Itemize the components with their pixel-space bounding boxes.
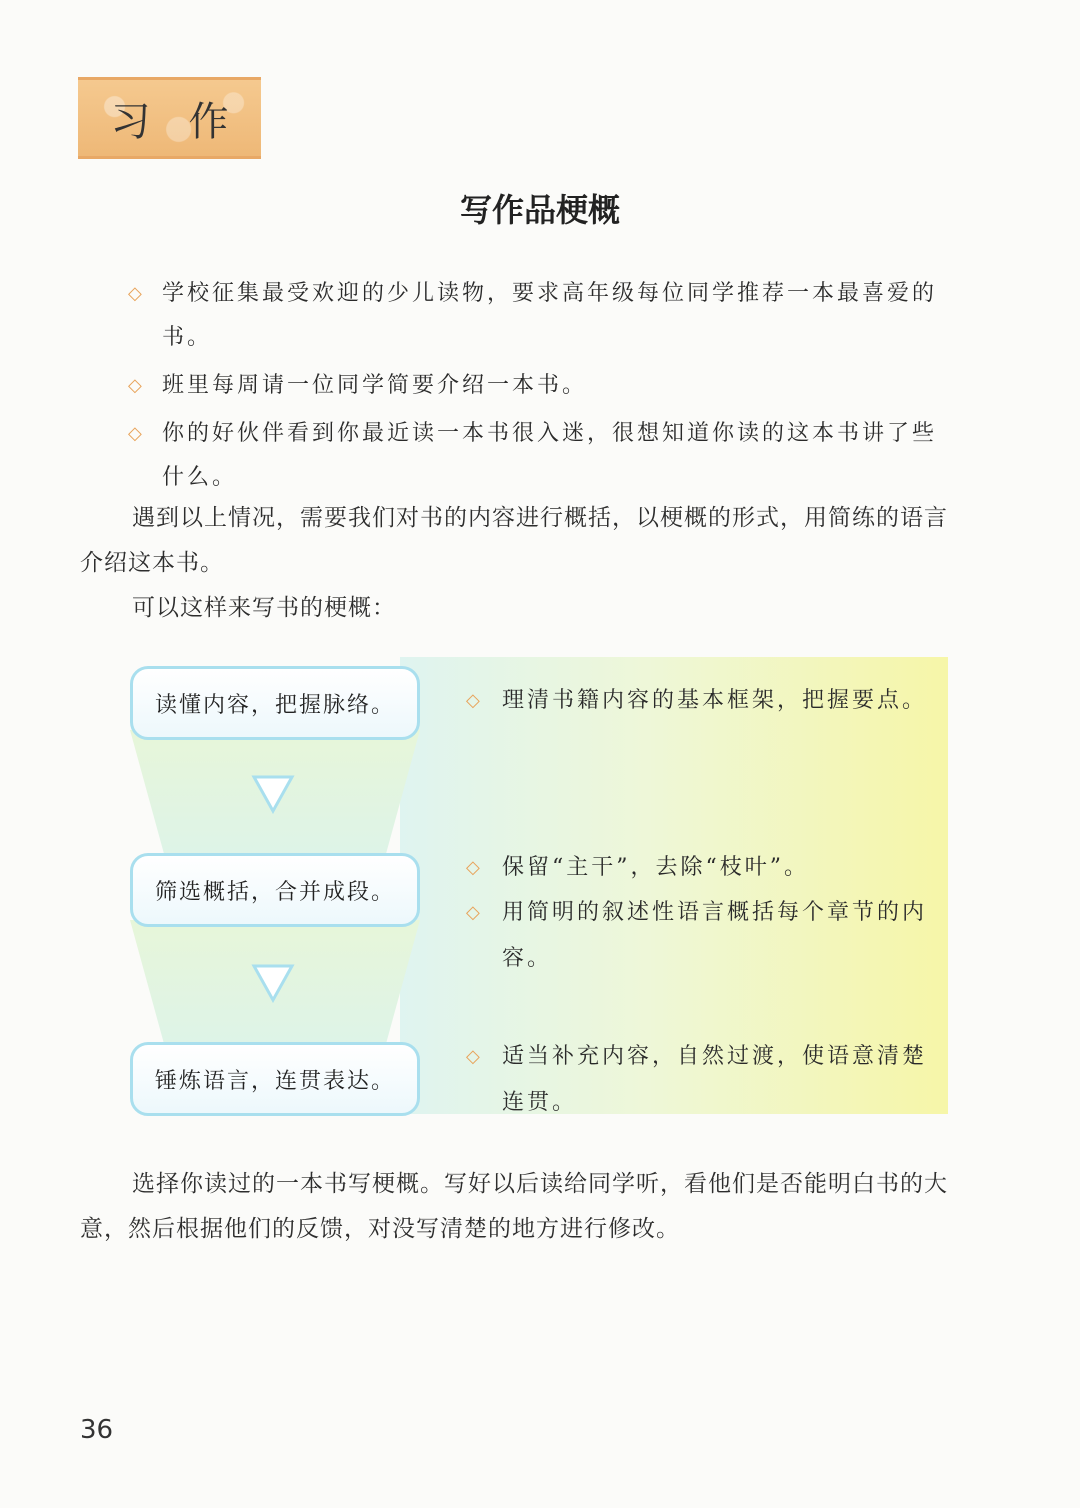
page-number: 36 [80, 1415, 114, 1445]
diamond-icon: ◇ [128, 375, 145, 396]
bullet-item [128, 272, 958, 360]
note-text: 用简明的叙述性语言概括每个章节的内容。 [502, 900, 928, 971]
down-triangle-icon [251, 963, 295, 1003]
note-text: 适当补充内容，自然过渡，使语意清楚连贯。 [502, 1044, 928, 1115]
diamond-icon: ◇ [466, 690, 483, 711]
bullet-list [128, 272, 958, 504]
step-note [466, 678, 936, 724]
bullet-item [128, 412, 958, 500]
bullet-text: 学校征集最受欢迎的少儿读物，要求高年级每位同学推荐一本最喜爱的书。 [162, 281, 938, 350]
step-box-1: 读懂内容，把握脉络。 [130, 666, 420, 740]
step-note [466, 890, 936, 982]
diamond-icon: ◇ [466, 857, 483, 878]
bullet-item [128, 364, 958, 408]
badge-char-1: 习 [110, 98, 151, 145]
paragraph-task: 选择你读过的一本书写梗概。写好以后读给同学听，看他们是否能明白书的大意，然后根据他们的反馈，对没写清楚的地方进行修改。 [80, 1171, 948, 1242]
paragraph-intro: 遇到以上情况，需要我们对书的内容进行概括，以梗概的形式，用简练的语言介绍这本书。 [80, 505, 948, 576]
step-box-3: 锤炼语言，连贯表达。 [130, 1042, 420, 1116]
paragraph-howto: 可以这样来写书的梗概： [132, 595, 396, 621]
diamond-icon: ◇ [466, 902, 483, 923]
step-note [466, 1034, 936, 1126]
page-title: 写作品梗概 [459, 191, 620, 229]
section-badge [78, 77, 261, 159]
diamond-icon: ◇ [128, 283, 145, 304]
step-note [466, 845, 936, 891]
note-text: 保留“主干”，去除“枝叶”。 [502, 855, 809, 880]
bullet-text: 班里每周请一位同学简要介绍一本书。 [162, 373, 588, 398]
bullet-text: 你的好伙伴看到你最近读一本书很入迷，很想知道你读的这本书讲了些什么。 [162, 421, 938, 490]
badge-char-2: 作 [188, 98, 229, 145]
step-box-2: 筛选概括，合并成段。 [130, 853, 420, 927]
down-triangle-icon [251, 774, 295, 814]
note-text: 理清书籍内容的基本框架，把握要点。 [502, 688, 928, 713]
diamond-icon: ◇ [466, 1046, 483, 1067]
diamond-icon: ◇ [128, 423, 145, 444]
